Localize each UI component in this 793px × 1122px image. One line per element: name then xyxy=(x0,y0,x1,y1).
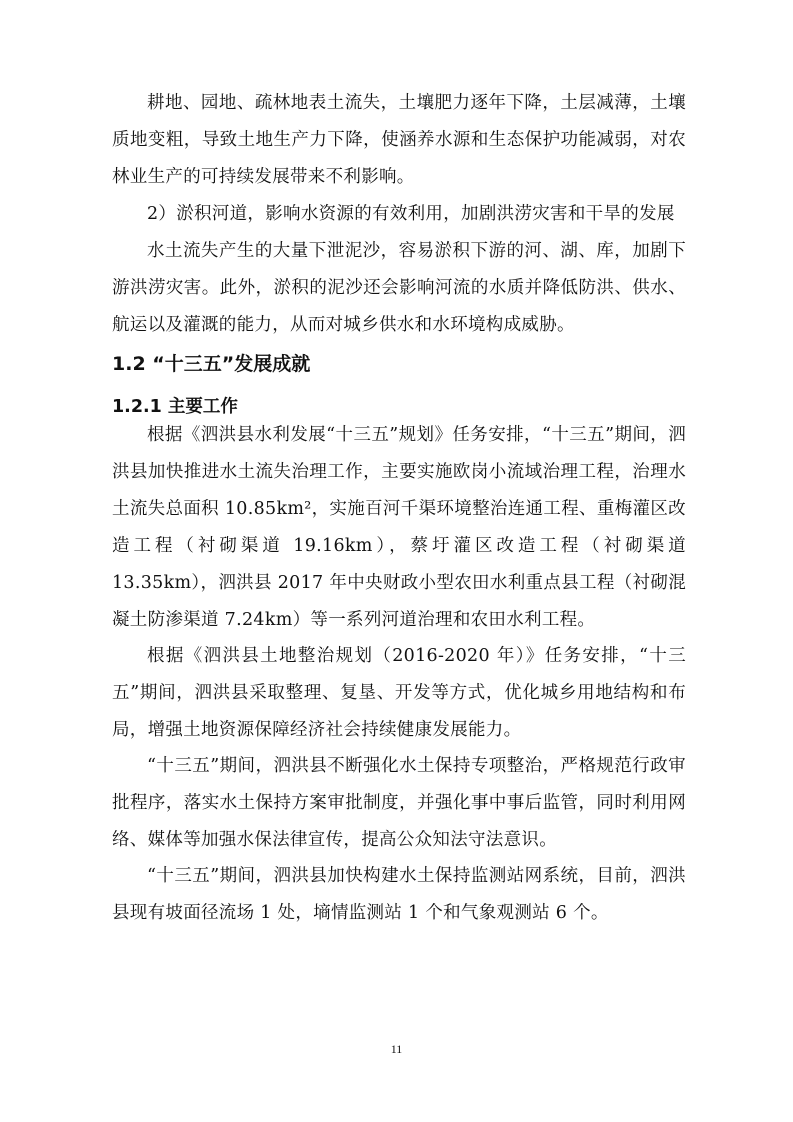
page-number: 11 xyxy=(390,1042,403,1056)
paragraph-soil-fertility xyxy=(112,85,686,196)
paragraph-land-plan xyxy=(112,638,686,749)
subsection-heading: 1.2.1 主要工作 xyxy=(112,397,238,417)
paragraph-text: 2）淤积河道，影响水资源的有效利用，加剧洪涝灾害和干旱的发展 xyxy=(147,204,675,224)
paragraph-text: 耕地、园地、疏林地表土流失，土壤肥力逐年下降，土层减薄，土壤质地变粗，导致土地生产力下降，使涵养水源和生态保护功能减弱，对农林业生产的可持续发展带来不利影响。 xyxy=(112,93,686,187)
paragraph-text: “十三五”期间，泗洪县加快构建水土保持监测站网系统，目前，泗洪县现有坡面径流场 1 处，墒情监测站 1 个和气象观测站 6 个。 xyxy=(112,866,686,923)
paragraph-text: 根据《泗洪县土地整治规划（2016-2020 年）》任务安排，“十三五”期间，泗洪县采取整理、复垦、开发等方式，优化城乡用地结构和布局，增强土地资源保障经济社会持续健康发展能力。 xyxy=(112,646,686,740)
paragraph-text: 根据《泗洪县水利发展“十三五”规划》任务安排，“十三五”期间，泗洪县加快推进水土流失治理工作，主要实施欧岗小流域治理工程，治理水土流失总面积 10.85km²，实施百河千渠环境整治连通工程、重梅灌区改造工程（衬砌渠道 19.16km），蔡圩灌区改造工程（衬砌渠道 13.35km），泗洪县 2017 年中央财政小型农田水利重点县工程（衬砌混凝土防渗渠道 7.24km）等一系列河道治理和农田水利工程。 xyxy=(112,425,686,630)
paragraph-silting-heading xyxy=(112,196,686,233)
paragraph-text: “十三五”期间，泗洪县不断强化水土保持专项整治，严格规范行政审批程序，落实水土保持方案审批制度，并强化事中事后监管，同时利用网络、媒体等加强水保法律宣传，提高公众知法守法意识。 xyxy=(112,756,686,850)
section-heading: 1.2 “十三五”发展成就 xyxy=(112,353,311,375)
paragraph-supervision xyxy=(112,748,686,859)
paragraph-monitoring xyxy=(112,858,686,932)
paragraph-sediment xyxy=(112,233,686,344)
paragraph-water-plan xyxy=(112,417,686,639)
paragraph-text: 水土流失产生的大量下泄泥沙，容易淤积下游的河、湖、库，加剧下游洪涝灾害。此外，淤积的泥沙还会影响河流的水质并降低防洪、供水、航运以及灌溉的能力，从而对城乡供水和水环境构成威胁。 xyxy=(112,241,686,335)
